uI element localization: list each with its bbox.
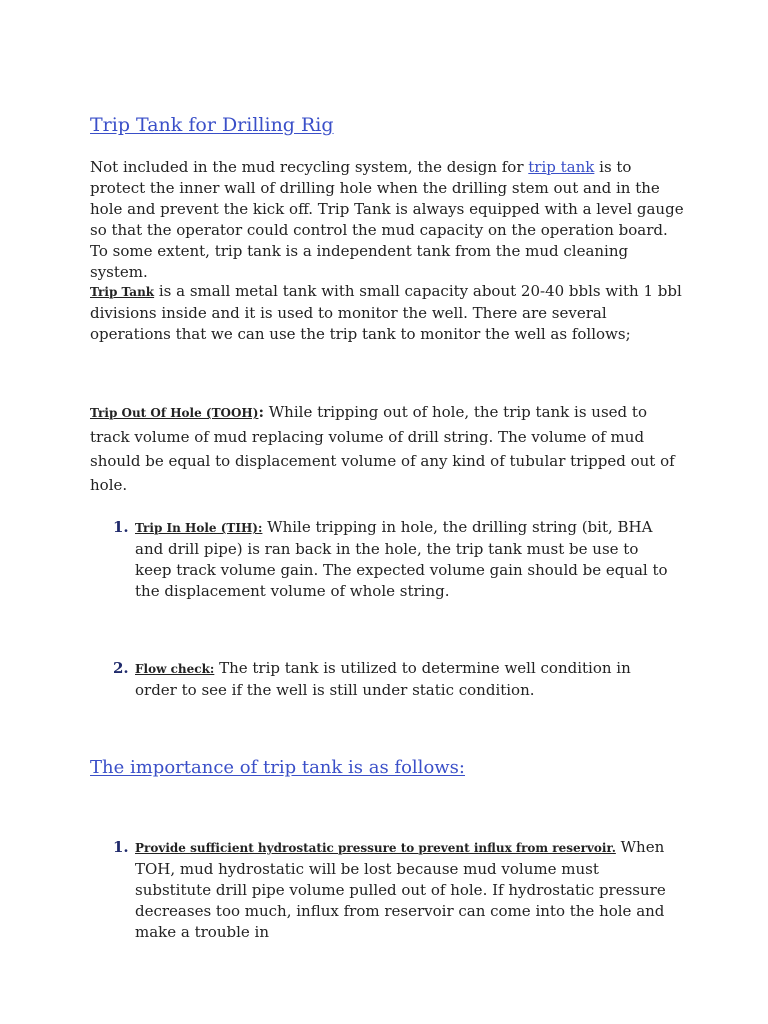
hydrostatic-label: Provide sufficient hydrostatic pressure to prevent influx from reservoir.: [135, 841, 616, 855]
trip-tank-text: is a small metal tank with small capacity about 20-40 bbls with 1 bbl divisions inside and it is used to monitor the well. There are several operations that we can use the trip tank to monitor the well as follows;: [90, 282, 682, 343]
tih-paragraph: [135, 517, 677, 602]
intro-paragraph: [90, 157, 690, 283]
importance-heading: The importance of trip tank is as follows:: [90, 757, 465, 778]
list-number: 1.: [113, 518, 129, 536]
page-title: Trip Tank for Drilling Rig: [90, 114, 334, 136]
list-item-flow-check: [90, 658, 690, 701]
flow-check-text: The trip tank is utilized to determine well condition in order to see if the well is still under static condition.: [135, 659, 631, 699]
flow-check-label: Flow check:: [135, 662, 215, 676]
hydrostatic-text: When TOH, mud hydrostatic will be lost because mud volume must substitute drill pipe volume pulled out of hole. If hydrostatic pressure decreases too much, influx from reservoir can come into the hole and make a trouble in: [135, 838, 666, 941]
trip-tank-definition: [90, 281, 690, 345]
intro-text-before: Not included in the mud recycling system, the design for: [90, 158, 529, 176]
trip-tank-link[interactable]: trip tank: [528, 158, 595, 176]
list-item-tih: [90, 517, 690, 602]
tih-text: While tripping in hole, the drilling string (bit, BHA and drill pipe) is ran back in the hole, the trip tank must be use to keep track volume gain. The expected volume gain should be equal to the displacement volume of whole string.: [135, 518, 668, 600]
flow-check-paragraph: [135, 658, 677, 701]
tih-label: Trip In Hole (TIH):: [135, 521, 263, 535]
intro-text-after: is to protect the inner wall of drilling hole when the drilling stem out and in the hole and prevent the kick off. Trip Tank is always equipped with a level gauge so that the operator could control the mud capacity on the operation board. To some extent, trip tank is a independent tank from the mud cleaning system.: [90, 158, 684, 281]
list-number: 1.: [113, 838, 129, 856]
tooh-paragraph: [90, 400, 690, 497]
trip-tank-label: Trip Tank: [90, 285, 155, 299]
hydrostatic-paragraph: [135, 837, 677, 943]
tooh-text: While tripping out of hole, the trip tank is used to track volume of mud replacing volume of drill string. The volume of mud should be equal to displacement volume of any kind of tubular tripped out of hole.: [90, 403, 675, 494]
tooh-label: Trip Out Of Hole (TOOH): [90, 406, 259, 420]
list-item-hydrostatic: [90, 837, 690, 943]
list-number: 2.: [113, 659, 129, 677]
tooh-colon: :: [258, 403, 264, 421]
